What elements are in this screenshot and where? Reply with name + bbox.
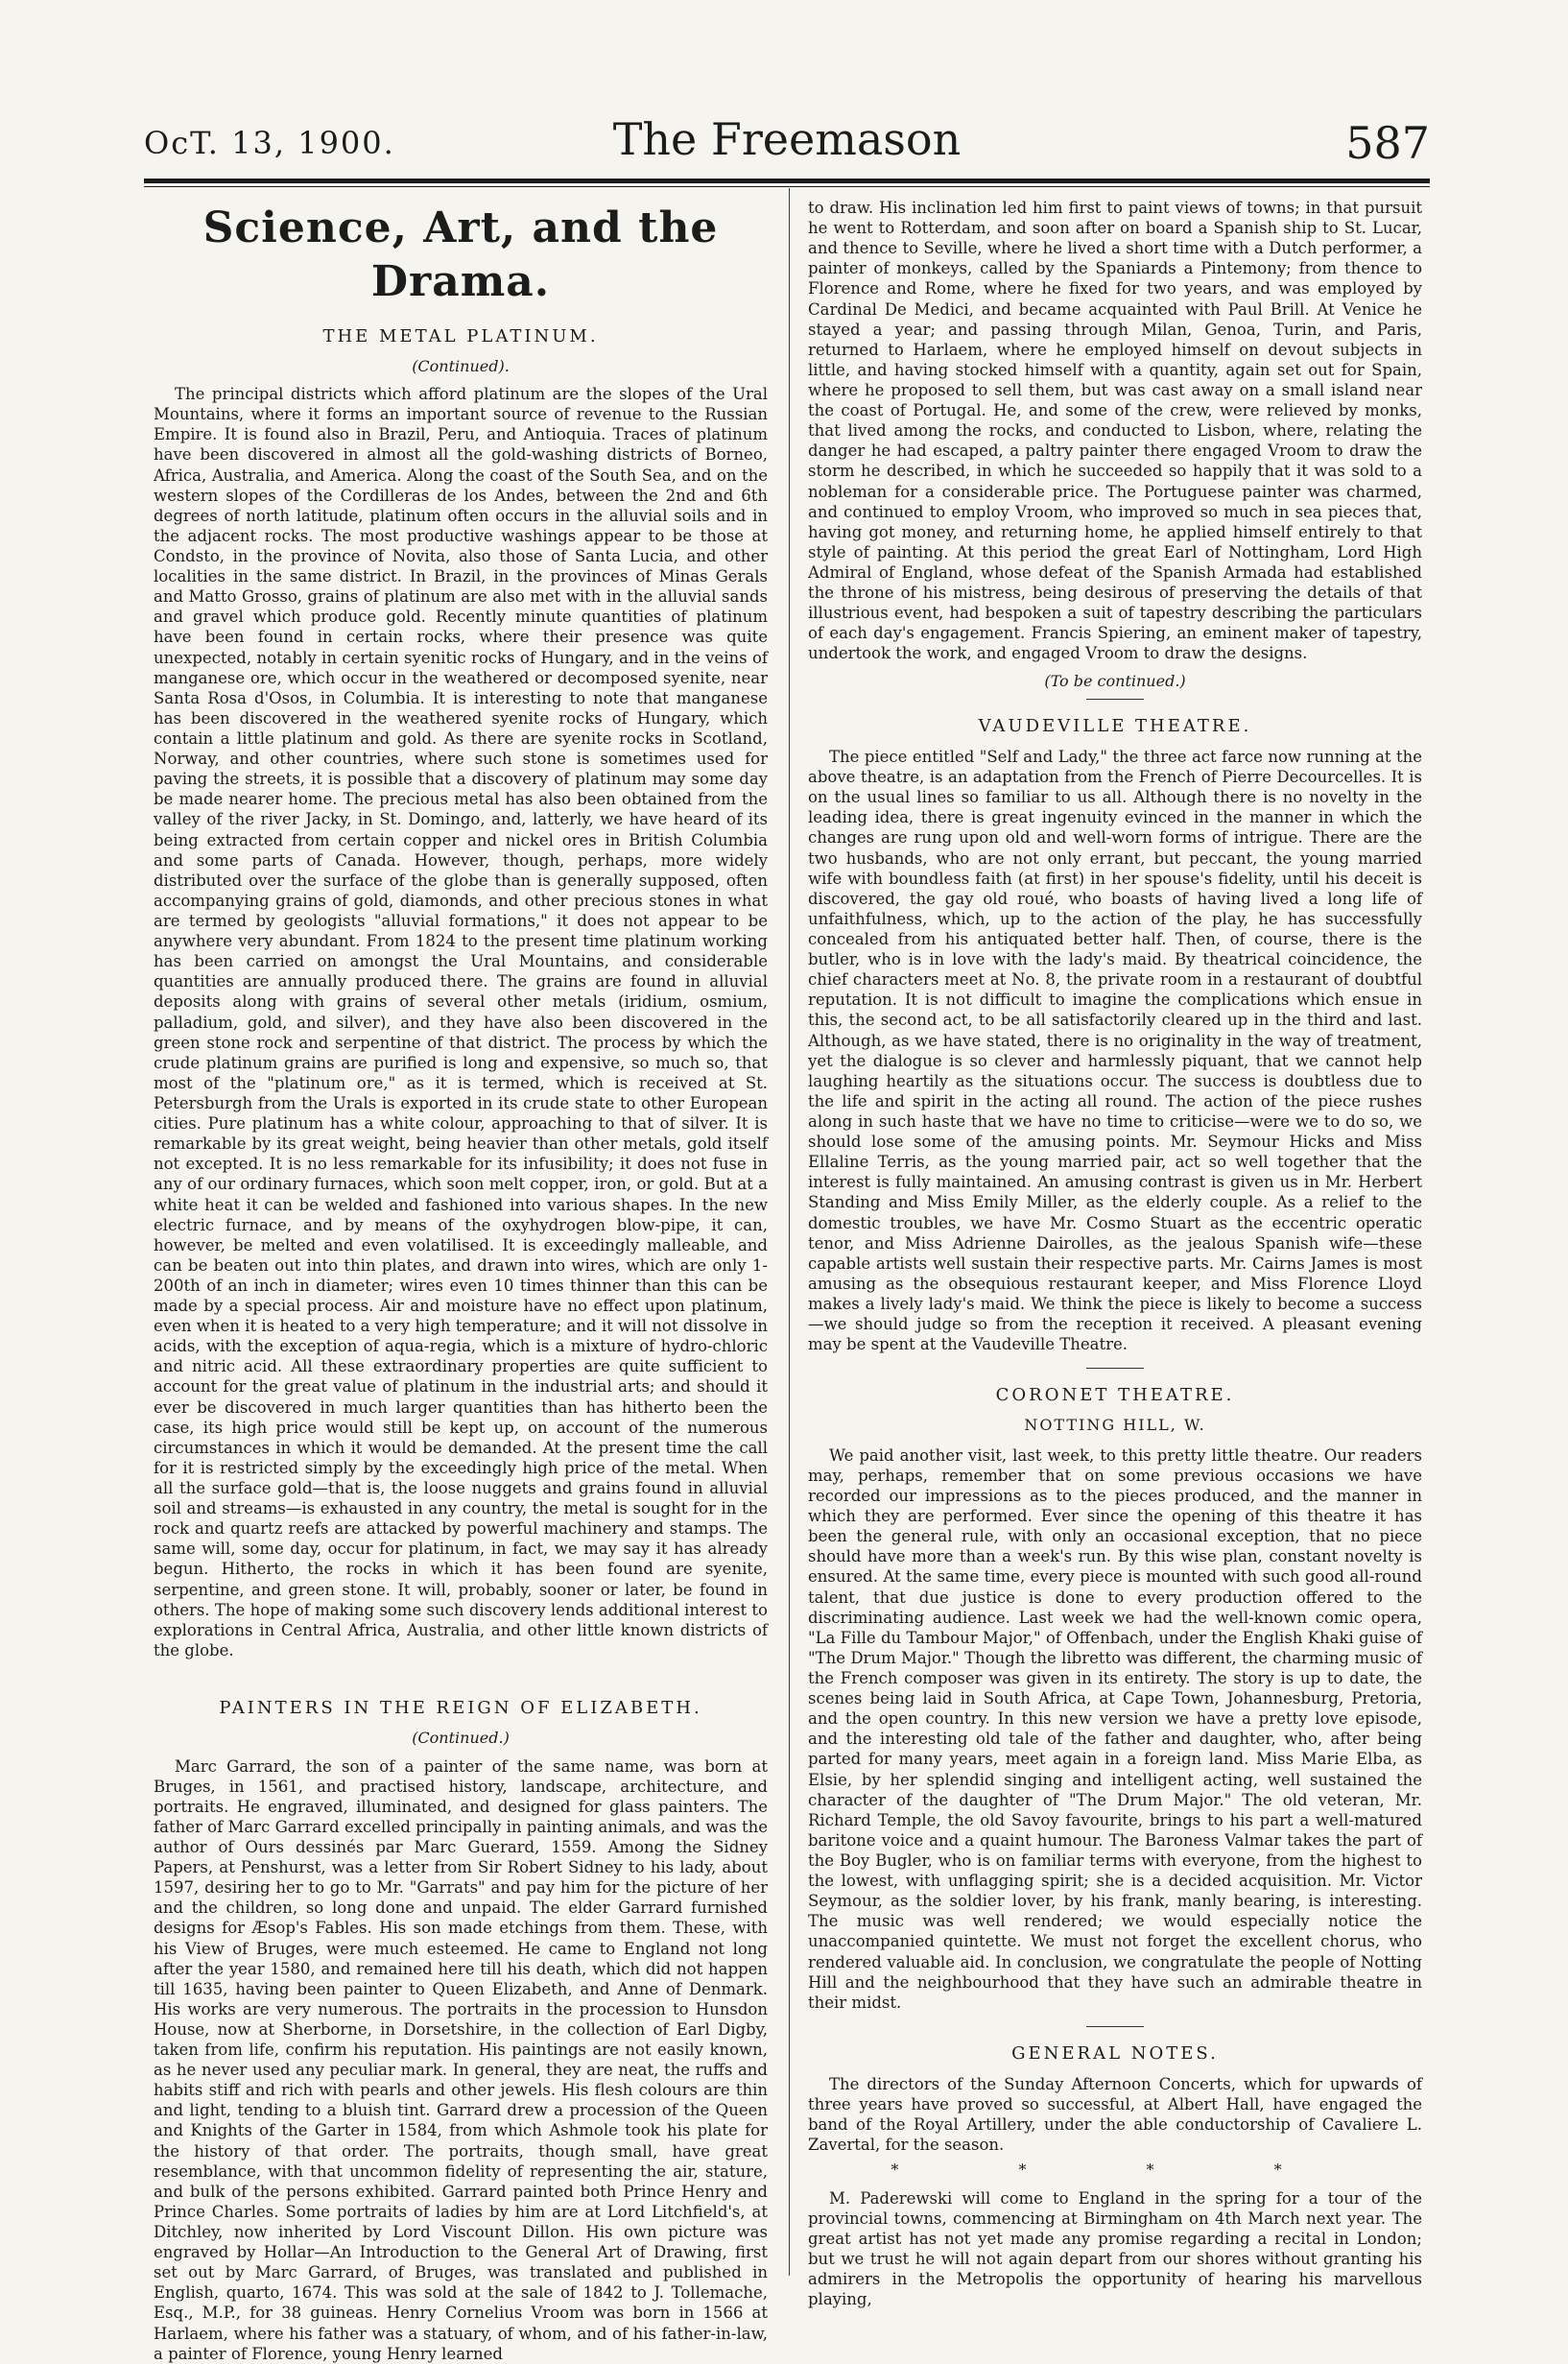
article-body-coronet: We paid another visit, last week, to this pretty little theatre. Our readers may, perhaps, remember that on some previous occasions we have recorded our impressions as to the pieces produced, and the manner in which they are performed. Ever since the opening of this theatre it has been the general rule, with only an occasional exception, that no piece should have more than a week's run. By this wise plan, constant novelty is ensured. At the same time, every piece is mounted with such good all-round talent, that due justice is done to every production offered to the discriminating audience. Last week we had the well-known comic opera, "La Fille du Tambour Major," of Offenbach, under the English Khaki guise of "The Drum Major." Though the libretto was different, the charming music of the French composer was given in its entirety. The story is up to date, the scenes being laid in South Africa, at Cape Town, Johannesburg, Pretoria, and the open country. In this new version we have a pretty love episode, and the interesting old tale of the father and daughter, who, after being parted for many years, meet again in a foreign land. Miss Marie Elba, as Elsie, by her splendid singing and intelligent acting, well sustained the character of the daughter of "The Drum Major." The old veteran, Mr. Richard Temple, the old Savoy favourite, brings to his part a well-matured baritone voice and a quaint humour. The Baroness Valmar takes the part of the Boy Bugler, who is on familiar terms with everyone, from the highest to the lowest, with unflagging spirit; she is a decided acquisition. Mr. Victor Seymour, as the soldier lover, by his frank, manly bearing, is interesting. The music was well rendered; we would especially notice the unaccompanied quintette. We must not forget the excellent chorus, who rendered valuable aid. In conclusion, we congratulate the people of Notting Hill and the neighbourhood that they have such an admirable theatre in their midst.: [808, 1445, 1422, 2012]
left-column: [154, 198, 768, 2363]
article-body-painters: Marc Garrard, the son of a painter of the same name, was born at Bruges, in 1561, and practised history, landscape, architecture, and portraits. He engraved, illuminated, and designed for glass painters. The father of Marc Garrard excelled principally in painting animals, and was the author of Ours dessinés par Marc Guerard, 1559. Among the Sidney Papers, at Penshurst, was a letter from Sir Robert Sidney to his lady, about 1597, desiring her to go to Mr. "Garrats" and pay him for the picture of her and the children, so long done and unpaid. The elder Garrard furnished designs for Æsop's Fables. His son made etchings from them. These, with his View of Bruges, were much esteemed. He came to England not long after the year 1580, and remained here till his death, which did not happen till 1635, having been painter to Queen Elizabeth, and Anne of Denmark. His works are very numerous. The portraits in the procession to Hunsdon House, now at Sherborne, in Dorsetshire, in the collection of Earl Digby, taken from life, confirm his reputation. His paintings are not easily known, as he never used any peculiar mark. In general, they are neat, the ruffs and habits stiff and rich with pearls and other jewels. His flesh colours are thin and light, tending to a bluish tint. Garrard drew a procession of the Queen and Knights of the Garter in 1584, from which Ashmole took his plate for the history of that order. The portraits, though small, have great resemblance, with that uncommon fidelity of representing the air, stature, and bulk of the persons exhibited. Garrard painted both Prince Henry and Prince Charles. Some portraits of ladies by him are at Lord Litchfield's, at Ditchley, now inherited by Lord Viscount Dillon. His own picture was engraved by Hollar—An Introduction to the General Art of Drawing, first set out by Marc Garrard, of Bruges, was translated and published in English, quarto, 1674. This was sold at the sale of 1842 to J. Tollemache, Esq., M.P., for 38 guineas. Henry Cornelius Vroom was born in 1566 at Harlaem, where his father was a statuary, of whom, and of his father-in-law, a painter of Florence, young Henry learned: [154, 1756, 768, 2363]
issue-date: OcT. 13, 1900.: [144, 125, 395, 161]
publication-title: The Freemason: [612, 113, 962, 165]
header-rule-thin: [144, 186, 1430, 187]
notes-paragraph-1: The directors of the Sunday Afternoon Concerts, which for upwards of three years have proved so successful, at Albert Hall, have engaged the band of the Royal Artillery, under the able conductorship of Cavaliere L. Zavertal, for the season.: [808, 2074, 1422, 2155]
to-be-continued-note: (To be continued.): [1044, 671, 1186, 690]
section-rule: [1086, 1368, 1144, 1369]
continued-note: (Continued).: [412, 356, 510, 375]
article-title-platinum: THE METAL PLATINUM.: [322, 325, 599, 346]
article-title-notes: GENERAL NOTES.: [1011, 2042, 1219, 2064]
masthead: [144, 113, 1430, 175]
article-title-vaudeville: VAUDEVILLE THEATRE.: [978, 715, 1252, 736]
right-column: [808, 198, 1422, 2309]
article-body-vaudeville: The piece entitled "Self and Lady," the three act farce now running at the above theatre, is an adaptation from the French of Pierre Decourcelles. It is on the usual lines so familiar to us all. Although there is no novelty in the leading idea, there is great ingenuity evinced in the manner in which the changes are rung upon old and well-worn forms of intrigue. There are the two husbands, who are not only errant, but peccant, the young married wife with boundless faith (at first) in her spouse's fidelity, until his deceit is discovered, the gay old roué, who boasts of having lived a long life of unfaithfulness, which, up to the action of the play, he has successfully concealed from his antiquated better half. Then, of course, there is the butler, who is in love with the lady's maid. By theatrical coincidence, the chief characters meet at No. 8, the private room in a restaurant of doubtful reputation. It is not difficult to imagine the complications which ensue in this, the second act, to be all satisfactorily cleared up in the third and last. Although, as we have stated, there is no originality in the way of treatment, yet the dialogue is so clever and harmlessly piquant, that we cannot help laughing heartily as the situations occur. The success is doubtless due to the life and spirit in the acting all round. The action of the piece rushes along in such haste that we have no time to criticise—were we to do so, we should lose some of the amusing points. Mr. Seymour Hicks and Miss Ellaline Terris, as the young married pair, act so well together that the interest is fully maintained. An amusing contrast is given us in Mr. Herbert Standing and Miss Emily Miller, as the elderly couple. As a relief to the domestic troubles, we have Mr. Cosmo Stuart as the eccentric operatic tenor, and Miss Adrienne Dairolles, as the jealous Spanish wife—these capable artists well sustain their respective parts. Mr. Cairns James is most amusing as the obsequious restaurant keeper, and Miss Florence Lloyd makes a lively lady's maid. We think the piece is likely to become a success—we should judge so from the reception it received. A pleasant evening may be spent at the Vaudeville Theatre.: [808, 748, 1422, 1354]
header-rule-thick: [144, 179, 1430, 183]
continued-note: (Continued.): [412, 1729, 510, 1748]
article-body-platinum: The principal districts which afford platinum are the slopes of the Ural Mountains, where it forms an important source of revenue to the Russian Empire. It is found also in Brazil, Peru, and Antioquia. Traces of platinum have been discovered in almost all the gold-washing districts of Borneo, Africa, Australia, and America. Along the coast of the South Sea, and on the western slopes of the Cordilleras de los Andes, between the 2nd and 6th degrees of north latitude, platinum often occurs in the alluvial soils and in the adjacent rocks. The most productive washings appear to be those at Condsto, in the province of Novita, also those of Santa Lucia, and other localities in the same district. In Brazil, in the provinces of Minas Gerals and Matto Grosso, grains of platinum are also met with in the alluvial sands and gravel which produce gold. Recently minute quantities of platinum have been found in certain rocks, where their presence was quite unexpected, notably in certain syenitic rocks of Hungary, and in the veins of manganese ore, which occur in the weathered or decomposed syenite, near Santa Rosa d'Osos, in Columbia. It is interesting to note that manganese has been discovered in the weathered syenite rocks of Hungary, which contain a little platinum and gold. As there are syenite rocks in Scotland, Norway, and other countries, where such stone is sometimes used for paving the streets, it is possible that a discovery of platinum may some day be made nearer home. The precious metal has also been obtained from the valley of the river Jacky, in St. Domingo, and, latterly, we have heard of its being extracted from certain copper and nickel ores in British Columbia and some parts of Canada. However, though, perhaps, more widely distributed over the surface of the globe than is generally supposed, often accompanying grains of gold, diamonds, and other precious stones in what are termed by geologists "alluvial formations," it does not appear to be anywhere very abundant. From 1824 to the present time platinum working has been carried on amongst the Ural Mountains, and considerable quantities are annually produced there. The grains are found in alluvial deposits along with grains of several other metals (iridium, osmium, palladium, gold, and silver), and they have also been discovered in the green stone rock and serpentine of that district. The process by which the crude platinum grains are purified is long and expensive, so much so, that most of the "platinum ore," as it is termed, which is received at St. Petersburgh from the Urals is exported in its crude state to other European cities. Pure platinum has a white colour, approaching to that of silver. It is remarkable by its great weight, being heavier than other metals, gold itself not excepted. It is no less remarkable for its infusibility; it does not fuse in any of our ordinary furnaces, which soon melt copper, iron, or gold. But at a white heat it can be welded and fashioned into various shapes. In the new electric furnace, and by means of the oxyhydrogen blow-pipe, it can, however, be melted and even volatilised. It is exceedingly malleable, and can be beaten out into thin plates, and drawn into wires, which are only 1-200th of an inch in diameter; wires even 10 times thinner than this can be made by a special process. Air and moisture have no effect upon platinum, even when it is heated to a very high temperature; and it will not dissolve in acids, with the exception of aqua-regia, which is a mixture of hydro-chloric and nitric acid. All these extraordinary properties are quite sufficient to account for the great value of platinum in the industrial arts; and should it ever be discovered in much larger quantities than has hitherto been the case, its high price would still be kept up, on account of the numerous circumstances in which it would be demanded. At the present time the call for it is restricted simply by the exceedingly high price of the metal. When all the surface gold—that is, the loose nuggets and grains found in alluvial soil and streams—is exhausted in any country, the metal is sought for in the rock and quartz reefs are attacked by powerful machinery and stamps. The same will, some day, occur for platinum, in fact, we may say it has already begun. Hitherto, the rocks in which it has been found are syenite, serpentine, and green stone. It will, probably, sooner or later, be found in others. The hope of making some such discovery lends additional interest to explorations in Central Africa, Australia, and other little known districts of the globe.: [154, 385, 768, 1660]
article-title-painters: PAINTERS IN THE REIGN OF ELIZABETH.: [219, 1698, 702, 1719]
article-body-painters-continued: to draw. His inclination led him first to paint views of towns; in that pursuit he went to Rotterdam, and soon after on board a Spanish ship to St. Lucar, and thence to Seville, where he lived a short time with a Dutch performer, a painter of monkeys, called by the Spaniards a Pintemony; from thence to Florence and Rome, where he fixed for two years, and was employed by Cardinal De Medici, and became acquainted with Paul Brill. At Venice he stayed a year; and passing through Milan, Genoa, Turin, and Paris, returned to Harlaem, where he employed himself on devout subjects in little, and having stocked himself with a quantity, again set out for Spain, where he proposed to sell them, but was cast away on a small island near the coast of Portugal. He, and some of the crew, were relieved by monks, that lived among the rocks, and conducted to Lisbon, where, relating the danger he had escaped, a paltry painter there engaged Vroom to draw the storm he described, in which he succeeded so happily that it was sold to a nobleman for a considerable price. The Portuguese painter was charmed, and continued to employ Vroom, who improved so much in sea pieces that, having got money, and returning home, he applied himself entirely to that style of painting. At this period the great Earl of Nottingham, Lord High Admiral of England, whose defeat of the Spanish Armada had established the throne of his mistress, being desirous of preserving the details of that illustrious event, had bespoken a suit of tapestry describing the particulars of each day's engagement. Francis Spiering, an eminent maker of tapestry, undertook the work, and engaged Vroom to draw the designs.: [808, 199, 1422, 663]
asterism-separator: * * * *: [891, 2161, 1340, 2180]
column-divider: [789, 188, 790, 2276]
section-heading: Science, Art, and the Drama.: [202, 203, 719, 307]
article-subtitle-coronet: NOTTING HILL, W.: [1024, 1416, 1206, 1435]
article-title-coronet: CORONET THEATRE.: [995, 1385, 1235, 1406]
notes-paragraph-2: M. Paderewski will come to England in the spring for a tour of the provincial towns, commencing at Birmingham on 4th March next year. The great artist has not yet made any promise regarding a recital in London; but we trust he will not again depart from our shores without granting his admirers in the Metropolis the opportunity of hearing his marvellous playing,: [808, 2188, 1422, 2309]
page-number: 587: [1345, 117, 1430, 169]
section-rule: [1086, 2026, 1144, 2027]
section-rule: [1086, 699, 1144, 700]
